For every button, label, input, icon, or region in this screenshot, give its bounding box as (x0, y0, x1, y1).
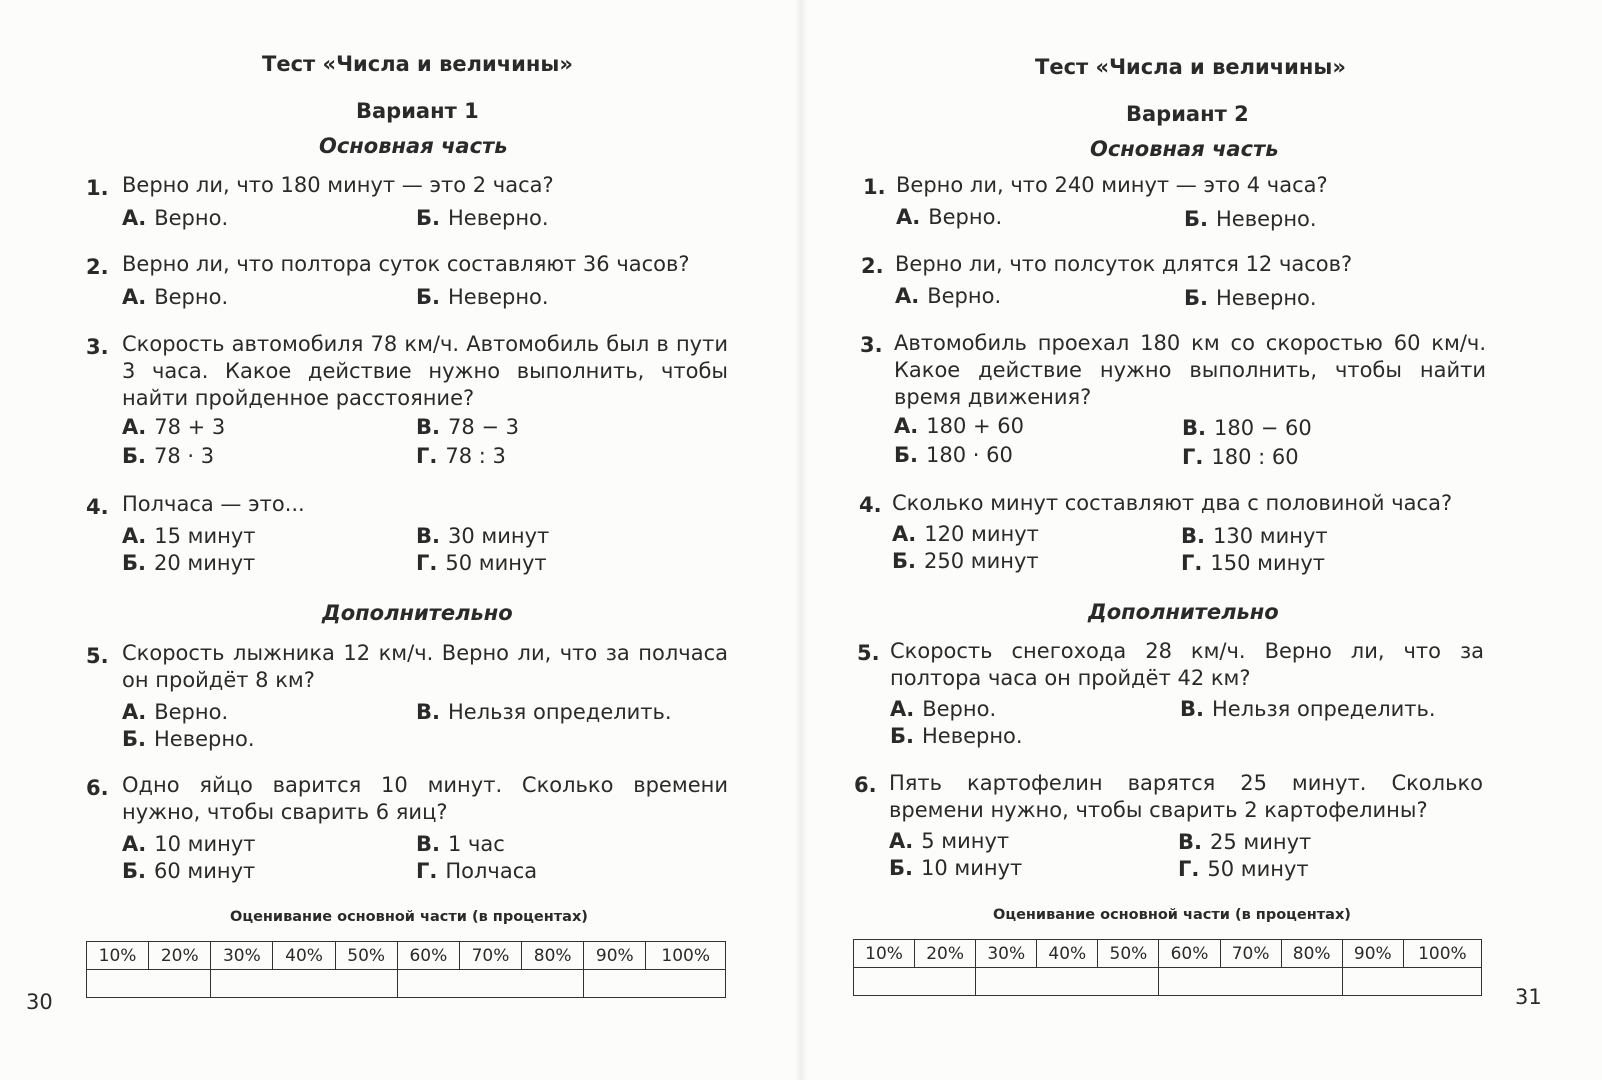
question-text: Верно ли, что полтора суток составляют 36 часов? (122, 252, 690, 276)
answer-option[interactable]: А. Верно. (122, 285, 229, 309)
answer-option[interactable]: Г. 180 : 60 (1182, 445, 1299, 469)
answer-option[interactable]: Б. Неверно. (416, 285, 549, 309)
grading-table (86, 941, 726, 998)
question-number: 1. (863, 175, 886, 199)
answer-option[interactable]: Г. 150 минут (1181, 551, 1325, 575)
variant-heading: Вариант 1 (356, 99, 479, 123)
page-number: 30 (26, 990, 53, 1014)
grade-cell: 80% (1281, 940, 1342, 968)
answer-option[interactable]: Б. Неверно. (1184, 286, 1317, 310)
grade-cell: 30% (211, 942, 273, 970)
page-number: 31 (1515, 985, 1542, 1009)
question-text: Полчаса — это... (122, 492, 305, 516)
answer-option[interactable]: А. Верно. (896, 205, 1003, 229)
grade-cell: 60% (1159, 940, 1220, 968)
answer-option[interactable]: Б. 60 минут (122, 859, 256, 883)
question-text: Верно ли, что 180 минут — это 2 часа? (122, 173, 554, 197)
question-number: 1. (86, 176, 109, 200)
question-text: Скорость лыжника 12 км/ч. Верно ли, что за полчаса он пройдёт 8 км? (122, 641, 728, 692)
page-title: Тест «Числа и величины» (1035, 55, 1346, 79)
grade-answer-cell[interactable] (1342, 968, 1481, 996)
variant-heading: Вариант 2 (1126, 102, 1249, 126)
answer-option[interactable]: Г. 50 минут (416, 551, 547, 575)
answer-option[interactable]: В. Нельзя определить. (1180, 697, 1436, 721)
answer-option[interactable]: А. Верно. (122, 206, 229, 230)
grade-cell: 50% (1098, 940, 1159, 968)
grade-cell: 60% (397, 942, 459, 970)
answer-option[interactable]: Б. 10 минут (889, 856, 1023, 880)
question-text: Одно яйцо варится 10 минут. Сколько времени нужно, чтобы сварить 6 яиц? (122, 773, 728, 824)
answer-option[interactable]: Г. 78 : 3 (416, 444, 506, 468)
grade-cell: 40% (273, 942, 335, 970)
answer-option[interactable]: Б. Неверно. (1184, 207, 1317, 231)
question-text: Сколько минут составляют два с половиной часа? (892, 491, 1453, 515)
grading-title: Оценивание основной части (в процентах) (230, 909, 588, 925)
grade-cell: 80% (522, 942, 584, 970)
answer-option[interactable]: А. Верно. (890, 697, 997, 721)
answer-option[interactable]: В. 30 минут (416, 524, 550, 548)
answer-option[interactable]: В. 78 − 3 (416, 415, 520, 439)
grade-answer-cell[interactable] (976, 968, 1159, 996)
question-text: Пять картофелин варятся 25 минут. Сколько времени нужно, чтобы сварить 2 картофелины? (889, 771, 1483, 822)
question-number: 4. (86, 495, 109, 519)
extra-section-heading: Дополнительно (322, 601, 513, 625)
question-number: 5. (857, 641, 880, 665)
extra-section-heading: Дополнительно (1088, 600, 1279, 624)
question-text: Скорость снегохода 28 км/ч. Верно ли, что за полтора часа он пройдёт 42 км? (890, 639, 1484, 690)
answer-option[interactable]: В. 180 − 60 (1182, 416, 1312, 440)
grade-cell: 100% (1403, 940, 1481, 968)
question-number: 3. (860, 333, 883, 357)
answer-option[interactable]: Б. 180 · 60 (894, 443, 1013, 467)
answer-option[interactable]: А. 78 + 3 (122, 415, 226, 439)
answer-option[interactable]: В. 1 час (416, 832, 505, 856)
right-page (801, 0, 1602, 1080)
answer-option[interactable]: А. 180 + 60 (894, 414, 1024, 438)
grade-cell: 100% (646, 942, 726, 970)
answer-option[interactable]: Б. Неверно. (890, 724, 1023, 748)
grade-answer-cell[interactable] (1159, 968, 1342, 996)
grade-cell: 40% (1037, 940, 1098, 968)
answer-option[interactable]: В. Нельзя определить. (416, 700, 672, 724)
grade-answer-cell[interactable] (397, 970, 583, 998)
answer-option[interactable]: А. 15 минут (122, 524, 256, 548)
answer-option[interactable]: Г. 50 минут (1178, 857, 1309, 881)
question-number: 2. (86, 255, 109, 279)
grade-answer-cell[interactable] (584, 970, 726, 998)
question-number: 6. (86, 776, 109, 800)
answer-option[interactable]: А. Верно. (895, 284, 1002, 308)
answer-option[interactable]: Б. 250 минут (892, 549, 1039, 573)
question-number: 4. (859, 493, 882, 517)
grading-title: Оценивание основной части (в процентах) (993, 907, 1351, 923)
grade-cell: 10% (854, 940, 915, 968)
question-number: 6. (854, 773, 877, 797)
grade-answer-cell[interactable] (211, 970, 397, 998)
answer-option[interactable]: Б. Неверно. (416, 206, 549, 230)
page-title: Тест «Числа и величины» (262, 52, 573, 76)
answer-option[interactable]: В. 130 минут (1181, 524, 1328, 548)
grade-cell: 70% (459, 942, 521, 970)
answer-option[interactable]: Б. Неверно. (122, 727, 255, 751)
grade-cell: 90% (584, 942, 646, 970)
grade-cell: 50% (335, 942, 397, 970)
answer-option[interactable]: А. 10 минут (122, 832, 256, 856)
grade-answer-cell[interactable] (87, 970, 211, 998)
answer-option[interactable]: В. 25 минут (1178, 830, 1312, 854)
answer-option[interactable]: Б. 20 минут (122, 551, 256, 575)
grade-cell: 20% (915, 940, 976, 968)
main-section-heading: Основная часть (319, 134, 508, 158)
question-number: 2. (861, 254, 884, 278)
grade-answer-cell[interactable] (854, 968, 976, 996)
answer-option[interactable]: А. Верно. (122, 700, 229, 724)
question-number: 5. (86, 644, 109, 668)
grade-cell: 90% (1342, 940, 1403, 968)
answer-option[interactable]: Г. Полчаса (416, 859, 538, 883)
answer-option[interactable]: А. 5 минут (889, 829, 1010, 853)
grading-table (853, 939, 1482, 996)
grade-cell: 70% (1220, 940, 1281, 968)
answer-option[interactable]: Б. 78 · 3 (122, 444, 215, 468)
grade-cell: 30% (976, 940, 1037, 968)
answer-option[interactable]: А. 120 минут (892, 522, 1039, 546)
question-text: Автомобиль проехал 180 км со скоростью 60 км/ч. Какое действие нужно выполнить, чтобы найти время движения? (894, 331, 1486, 409)
question-text: Скорость автомобиля 78 км/ч. Автомобиль был в пути 3 часа. Какое действие нужно выполнить, чтобы найти пройденное расстояние? (122, 332, 728, 410)
main-section-heading: Основная часть (1090, 137, 1279, 161)
question-text: Верно ли, что полсуток длятся 12 часов? (895, 252, 1353, 276)
grade-cell: 10% (87, 942, 149, 970)
question-text: Верно ли, что 240 минут — это 4 часа? (896, 173, 1328, 197)
grade-cell: 20% (149, 942, 211, 970)
question-number: 3. (86, 335, 109, 359)
